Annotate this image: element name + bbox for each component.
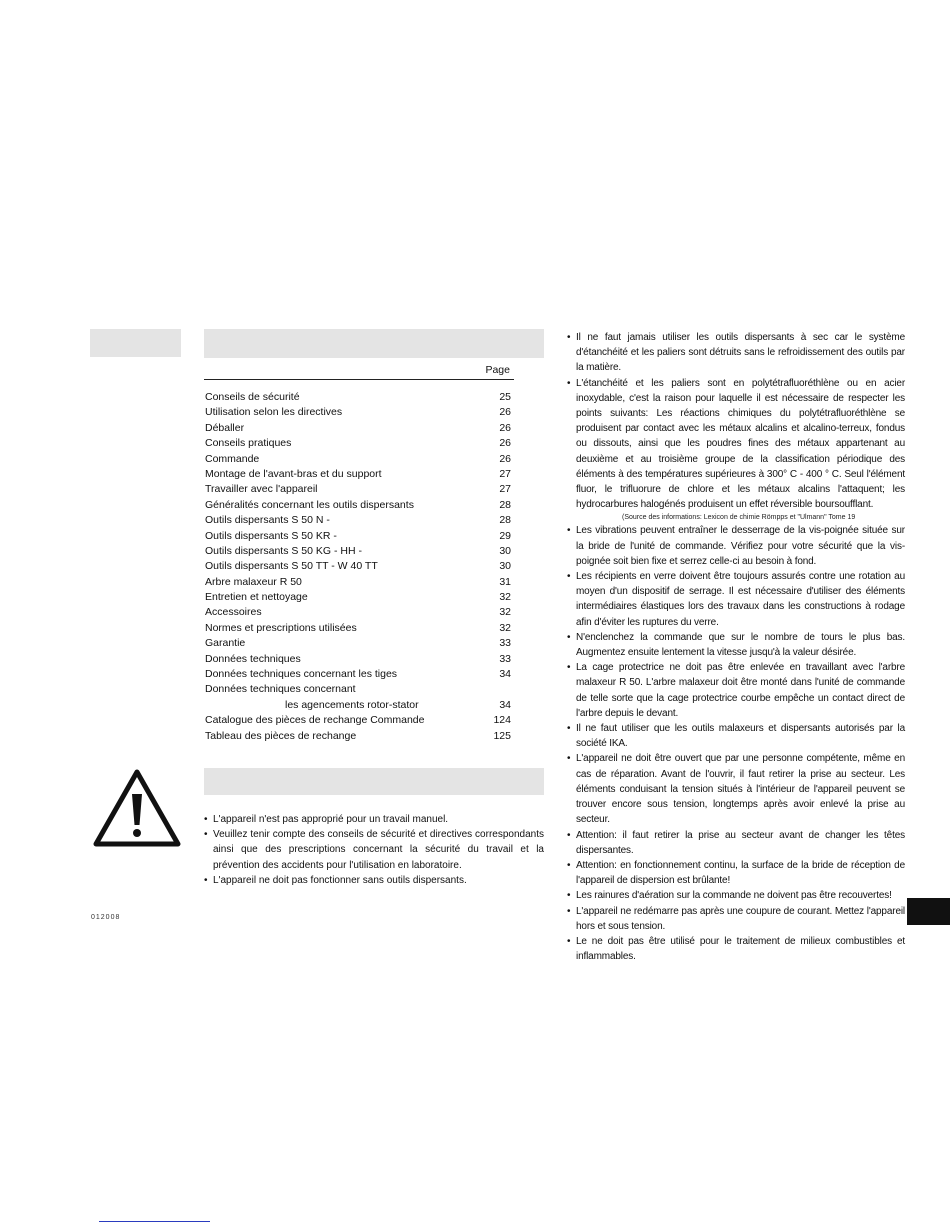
toc-entry[interactable]: Tableau des pièces de rechange 125 <box>205 729 511 742</box>
safety-detail-item: • Il ne faut jamais utiliser les outils dispersants à sec car le système d'étanchéité et les paliers sont détruits sans le refroidissement des outils par la matière. <box>567 330 905 376</box>
safety-detail-item: • Attention: en fonctionnement continu, la surface de la bride de réception de l'appareil de dispersion est brûlante! <box>567 858 905 888</box>
toc-entry[interactable]: Outils dispersants S 50 TT - W 40 TT 30 <box>205 560 511 573</box>
toc-entry[interactable]: Accessoires 32 <box>205 606 511 619</box>
toc-entry[interactable]: Normes et prescriptions utilisées 32 <box>205 621 511 634</box>
toc-entry[interactable]: Entretien et nettoyage 32 <box>205 591 511 604</box>
safety-detail-item: • L'étanchéité et les paliers sont en polytétrafluoréthlène ou en acier inoxydable, c'est la raison pour laquelle il est nécessaire de respecter les points suivants: Les réactions chimiques du polytétrafluoréthlène se produisent par contact avec les métaux alcalins et alcalino-terreux, fondus ou dissouts, ainsi que les poudres fines des métaux appartenant au deuxième et au troisième groupe de la classification périodique des éléments à des températures supérieures à 300° C - 400 ° C. Seul l'élément fluor, le trifluorure de chlore et les métaux alcalins l'attaquent; les hydrocarbures halogénés produisent un effet réversible boursoufflant. <box>567 376 905 513</box>
toc-entry[interactable]: Déballer 26 <box>205 421 511 434</box>
safety-instructions <box>204 812 544 888</box>
safety-detail-item: • L'appareil ne redémarre pas après une coupure de courant. Mettez l'appareil hors et sous tension. <box>567 904 905 934</box>
safety-detail-item: • L'appareil ne doit être ouvert que par une personne compétente, même en cas de réparation. Avant de l'ouvrir, il faut retirer la prise au secteur. Les éléments conduisant la tension situés à l'intérieur de l'appareil peuvent se trouver encore sous tension, longtemps après avoir enlevé la prise au secteur. <box>567 751 905 827</box>
safety-item: • Veuillez tenir compte des conseils de sécurité et directives correspondants ainsi que des prescriptions concernant la sécurité du travail et la prévention des accidents pour l'utilisation en laboratoire. <box>204 827 544 873</box>
section-tab-marker <box>90 329 181 357</box>
document-code: 012008 <box>91 914 121 921</box>
toc-entry[interactable]: Données techniques concernant les tiges 34 <box>205 668 511 681</box>
safety-detail-item: • Les rainures d'aération sur la commande ne doivent pas être recouvertes! <box>567 888 905 903</box>
toc-heading-bar <box>204 329 544 358</box>
safety-detail-item: • La cage protectrice ne doit pas être enlevée en travaillant avec l'arbre malaxeur R 50. L'arbre malaxeur doit être monté dans l'unité de commande de telle sorte que la cage protectrice courbe empêche un contact direct de l'arbre depuis le devant. <box>567 660 905 721</box>
safety-item: • L'appareil n'est pas approprié pour un travail manuel. <box>204 812 544 827</box>
toc-entry[interactable]: Données techniques concernant <box>205 683 356 696</box>
toc-entry[interactable]: Utilisation selon les directives 26 <box>205 406 511 419</box>
safety-detail-item: • N'enclenchez la commande que sur le nombre de tours le plus bas. Augmentez ensuite lentement la vitesse jusqu'à la valeur désirée. <box>567 630 905 660</box>
safety-detail-item: • Il ne faut utiliser que les outils malaxeurs et dispersants autorisés par la société IKA. <box>567 721 905 751</box>
toc-entry[interactable]: Conseils pratiques 26 <box>205 437 511 450</box>
toc-entry[interactable]: Montage de l'avant-bras et du support 27 <box>205 467 511 480</box>
safety-heading-bar <box>204 768 544 795</box>
toc-entry[interactable]: Commande 26 <box>205 452 511 465</box>
warning-triangle-icon <box>92 768 182 848</box>
toc-entry[interactable]: Outils dispersants S 50 KR - 29 <box>205 529 511 542</box>
language-tab-marker <box>907 898 950 925</box>
safety-detail-item: • Les vibrations peuvent entraîner le desserrage de la vis-poignée située sur la bride de l'unité de commande. Vérifiez pour votre sécurité que la vis-poignée soit bien fixe et serrez celle-ci au besoin à fond. <box>567 523 905 569</box>
toc-entry[interactable]: Conseils de sécurité 25 <box>205 391 511 403</box>
toc-entry[interactable]: Catalogue des pièces de rechange Commande 124 <box>205 714 511 727</box>
toc-page-label: Page <box>485 364 510 376</box>
toc-entry[interactable]: Généralités concernant les outils dispersants 28 <box>205 498 511 511</box>
source-note: (Source des informations: Lexicon de chimie Römpps et "Ulmann" Tome 19 <box>622 514 856 522</box>
safety-item: • L'appareil ne doit pas fonctionner sans outils dispersants. <box>204 873 544 888</box>
safety-details-column <box>567 330 905 964</box>
table-of-contents <box>205 390 511 744</box>
toc-entry[interactable]: Garantie 33 <box>205 637 511 650</box>
safety-detail-item: • Le ne doit pas être utilisé pour le traitement de milieux combustibles et inflammables. <box>567 934 905 964</box>
toc-entry[interactable]: Travailler avec l'appareil 27 <box>205 483 511 496</box>
toc-entry[interactable]: Données techniques 33 <box>205 652 511 665</box>
toc-entry[interactable]: les agencements rotor-stator 34 <box>285 698 511 711</box>
safety-detail-item: • Les récipients en verre doivent être toujours assurés contre une rotation au moyen d'un dispositif de serrage. Il est nécessaire d'utiliser des éléments intermédiaires élastiques lors des travaux dans les constructions à rodage afin d'éviter les ruptures du verre. <box>567 569 905 630</box>
safety-detail-item: • Attention: il faut retirer la prise au secteur avant de changer les têtes dispersantes. <box>567 828 905 858</box>
toc-entry[interactable]: Outils dispersants S 50 KG - HH - 30 <box>205 544 511 557</box>
toc-entry[interactable]: Outils dispersants S 50 N - 28 <box>205 514 511 527</box>
footer-link-underline[interactable] <box>99 1221 210 1222</box>
toc-header <box>204 363 514 380</box>
toc-entry[interactable]: Arbre malaxeur R 50 31 <box>205 575 511 588</box>
